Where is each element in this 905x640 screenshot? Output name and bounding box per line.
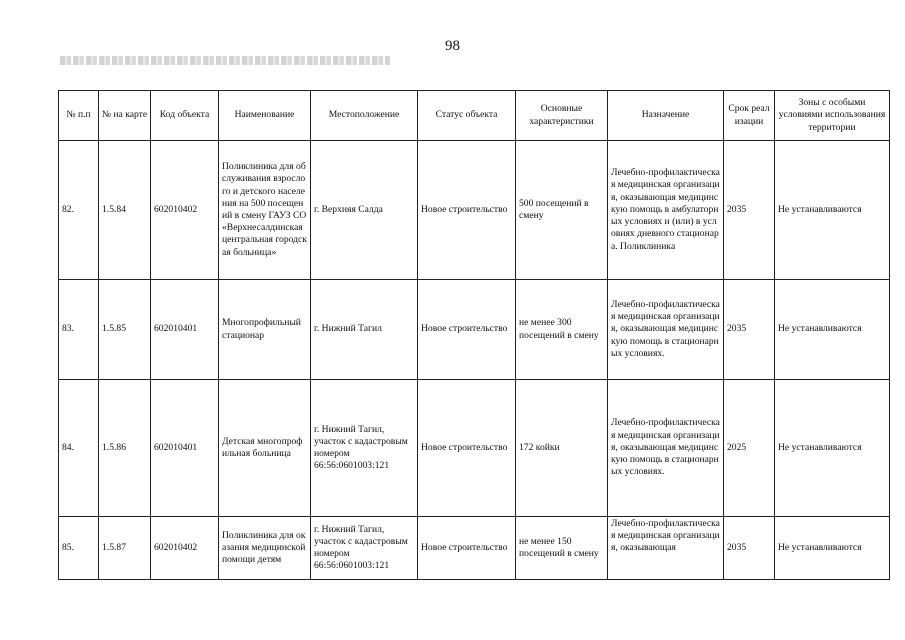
cell-status: Новое строительство (418, 380, 516, 517)
table-row (59, 141, 890, 280)
cell-status: Новое строительство (418, 517, 516, 580)
page-number: 98 (445, 38, 460, 54)
column-header-num: № п.п (59, 91, 99, 141)
cell-num: 82. (59, 141, 99, 280)
cell-num: 84. (59, 380, 99, 517)
page-bottom-margin (0, 578, 905, 640)
cell-specs: 500 посещений в смену (516, 141, 608, 280)
table-header-row (59, 91, 890, 141)
column-header-purpose: Назначение (608, 91, 724, 141)
cell-name: Детская многопрофильная больница (219, 380, 311, 517)
cell-num: 83. (59, 280, 99, 380)
cell-name: Поликлиника для обслуживания взрослого и детского населения на 500 посещений в смену ГАУЗ СО «Верхнесалдинская центральная городская больница» (219, 141, 311, 280)
column-header-map-no: № на карте (99, 91, 151, 141)
cell-location: г. Верхняя Салда (311, 141, 418, 280)
column-header-status: Статус объекта (418, 91, 516, 141)
table-row (59, 280, 890, 380)
table-row (59, 517, 890, 580)
cell-location: г. Нижний Тагил, участок с кадастровым номером 66:56:0601003:121 (311, 380, 418, 517)
column-header-name: Наименование (219, 91, 311, 141)
cell-code: 602010401 (151, 280, 219, 380)
cell-map-no: 1.5.85 (99, 280, 151, 380)
cell-purpose: Лечебно-профилактическая медицинская организация, оказывающая (608, 517, 724, 580)
cell-name: Многопрофильный стационар (219, 280, 311, 380)
column-header-term: Срок реализации (724, 91, 775, 141)
cell-term: 2025 (724, 380, 775, 517)
cell-term: 2035 (724, 280, 775, 380)
cell-purpose: Лечебно-профилактическая медицинская организация, оказывающая медицинскую помощь в амбулаторных условиях и (или) в условиях дневного стационара. Поликлиника (608, 141, 724, 280)
cell-zones: Не устанавливаются (775, 280, 890, 380)
cell-specs: не менее 300 посещений в смену (516, 280, 608, 380)
cell-term: 2035 (724, 517, 775, 580)
cell-name: Поликлиника для оказания медицинской помощи детям (219, 517, 311, 580)
column-header-code: Код объекта (151, 91, 219, 141)
cell-location: г. Нижний Тагил, участок с кадастровым номером 66:56:0601003:121 (311, 517, 418, 580)
cell-zones: Не устанавливаются (775, 141, 890, 280)
column-header-specs: Основные характеристики (516, 91, 608, 141)
cell-map-no: 1.5.84 (99, 141, 151, 280)
cell-purpose: Лечебно-профилактическая медицинская организация, оказывающая медицинскую помощь в стационарных условиях. (608, 380, 724, 517)
cell-map-no: 1.5.87 (99, 517, 151, 580)
cell-code: 602010402 (151, 517, 219, 580)
cell-term: 2035 (724, 141, 775, 280)
cell-zones: Не устанавливаются (775, 380, 890, 517)
column-header-location: Местоположение (311, 91, 418, 141)
cell-status: Новое строительство (418, 141, 516, 280)
objects-table (58, 90, 890, 580)
cell-zones: Не устанавливаются (775, 517, 890, 580)
cell-code: 602010402 (151, 141, 219, 280)
cell-map-no: 1.5.86 (99, 380, 151, 517)
table-row (59, 380, 890, 517)
document-header-line (60, 56, 390, 65)
cell-num: 85. (59, 517, 99, 580)
column-header-zones: Зоны с особыми условиями использования территории (775, 91, 890, 141)
cell-specs: не менее 150 посещений в смену (516, 517, 608, 580)
cell-location: г. Нижний Тагил (311, 280, 418, 380)
cell-purpose: Лечебно-профилактическая медицинская организация, оказывающая медицинскую помощь в стационарных условиях. (608, 280, 724, 380)
cell-code: 602010401 (151, 380, 219, 517)
cell-status: Новое строительство (418, 280, 516, 380)
cell-specs: 172 койки (516, 380, 608, 517)
